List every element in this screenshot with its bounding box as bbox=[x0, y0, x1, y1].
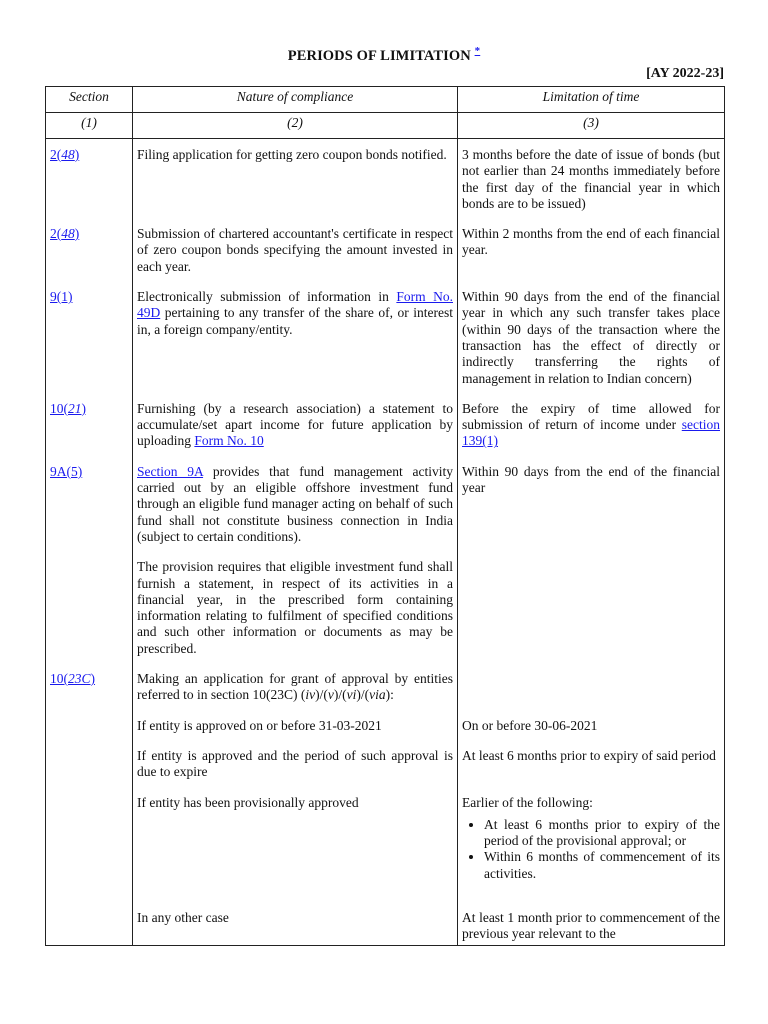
section-139-link[interactable]: section 139(1) bbox=[462, 417, 720, 449]
limit-cell: On or before 30-06-2021 bbox=[458, 717, 725, 736]
table-row bbox=[46, 146, 725, 214]
form-49d-link[interactable]: Form No. 49D bbox=[137, 289, 453, 321]
nature-cell: Submission of chartered accountant's certificate in respect of zero coupon bonds specifying the amount invested in each year. bbox=[133, 225, 458, 277]
limitation-table bbox=[45, 86, 725, 946]
col-number-2: (2) bbox=[133, 113, 458, 139]
column-number-row bbox=[46, 113, 725, 139]
limit-cell: At least 6 months prior to expiry of said period bbox=[458, 747, 725, 783]
header-limit: Limitation of time bbox=[458, 87, 725, 113]
limit-cell: Within 90 days from the end of the financial year in which any such transfer takes place (within 90 days of the transaction where the transaction has the effect of directly or indirectly transferring the rights of management in relation to Indian concern) bbox=[458, 288, 725, 389]
nature-cell: Making an application for grant of approval by entities referred to in section 10(23C) (iv)/(v)/(vi)/(via): bbox=[133, 670, 458, 706]
header-nature: Nature of compliance bbox=[133, 87, 458, 113]
section-link[interactable]: 2(48) bbox=[50, 147, 80, 162]
list-item: • At least 6 months prior to expiry of the period of the provisional approval; or bbox=[484, 817, 720, 850]
section-link[interactable]: 9A(5) bbox=[50, 463, 83, 479]
table-row bbox=[46, 747, 725, 783]
form-10-link[interactable]: Form No. 10 bbox=[194, 433, 264, 449]
col-number-1: (1) bbox=[46, 113, 133, 139]
nature-cell: If entity is approved and the period of such approval is due to expire bbox=[133, 747, 458, 783]
table-row bbox=[46, 400, 725, 452]
limit-cell: Within 90 days from the end of the financial year bbox=[458, 463, 725, 547]
limit-cell bbox=[458, 794, 725, 884]
header-section: Section bbox=[46, 87, 133, 113]
limit-bullets bbox=[462, 817, 720, 882]
table-row bbox=[46, 909, 725, 945]
table-row bbox=[46, 463, 725, 547]
table-row bbox=[46, 794, 725, 884]
header-row bbox=[46, 87, 725, 113]
section-9a-link[interactable]: Section 9A bbox=[137, 463, 204, 479]
assessment-year: [AY 2022-23] bbox=[646, 66, 724, 81]
limit-cell: At least 1 month prior to commencement of the previous year relevant to the bbox=[458, 909, 725, 945]
nature-cell: Section 9A provides that fund management activity carried out by an eligible offshore investment fund through an eligible fund manager acting on behalf of such fund shall not constitute business connection in India (subject to certain conditions). bbox=[133, 463, 458, 547]
title-footnote-link[interactable]: * bbox=[474, 45, 481, 57]
section-link[interactable]: 9(1) bbox=[50, 289, 73, 305]
table-row bbox=[46, 558, 725, 659]
col-number-3: (3) bbox=[458, 113, 725, 139]
table-row bbox=[46, 288, 725, 389]
page-title bbox=[0, 43, 768, 65]
limit-cell: 3 months before the date of issue of bonds (but not earlier than 24 months immediately before the first day of the financial year in which bonds are to be issued) bbox=[458, 146, 725, 214]
limit-cell: Within 2 months from the end of each financial year. bbox=[458, 225, 725, 277]
limit-intro: Earlier of the following: bbox=[462, 794, 593, 810]
nature-cell: The provision requires that eligible investment fund shall furnish a statement, in respect of its activities in a financial year, in the prescribed form containing information relating to fulfilment of specified conditions and such other information or documents as may be prescribed. bbox=[133, 558, 458, 659]
nature-cell: Furnishing (by a research association) a statement to accumulate/set apart income for future application by uploading Form No. 10 bbox=[133, 400, 458, 452]
section-link[interactable]: 2(48) bbox=[50, 226, 80, 242]
nature-cell: If entity is approved on or before 31-03-2021 bbox=[133, 717, 458, 736]
table-row bbox=[46, 225, 725, 277]
section-link[interactable]: 10(21) bbox=[50, 400, 86, 416]
nature-cell: In any other case bbox=[133, 909, 458, 945]
title-text: PERIODS OF LIMITATION bbox=[287, 47, 471, 64]
section-link[interactable]: 10(23C) bbox=[50, 671, 96, 687]
nature-cell: Electronically submission of information in Form No. 49D pertaining to any transfer of the share of, or interest in, a foreign company/entity. bbox=[133, 288, 458, 389]
table-row bbox=[46, 717, 725, 736]
list-item: • Within 6 months of commencement of its activities. bbox=[484, 849, 720, 882]
table-row bbox=[46, 670, 725, 706]
nature-cell: If entity has been provisionally approved bbox=[133, 794, 458, 884]
nature-cell: Filing application for getting zero coupon bonds notified. bbox=[133, 146, 458, 214]
limit-cell: Before the expiry of time allowed for submission of return of income under section 139(1) bbox=[458, 400, 725, 452]
